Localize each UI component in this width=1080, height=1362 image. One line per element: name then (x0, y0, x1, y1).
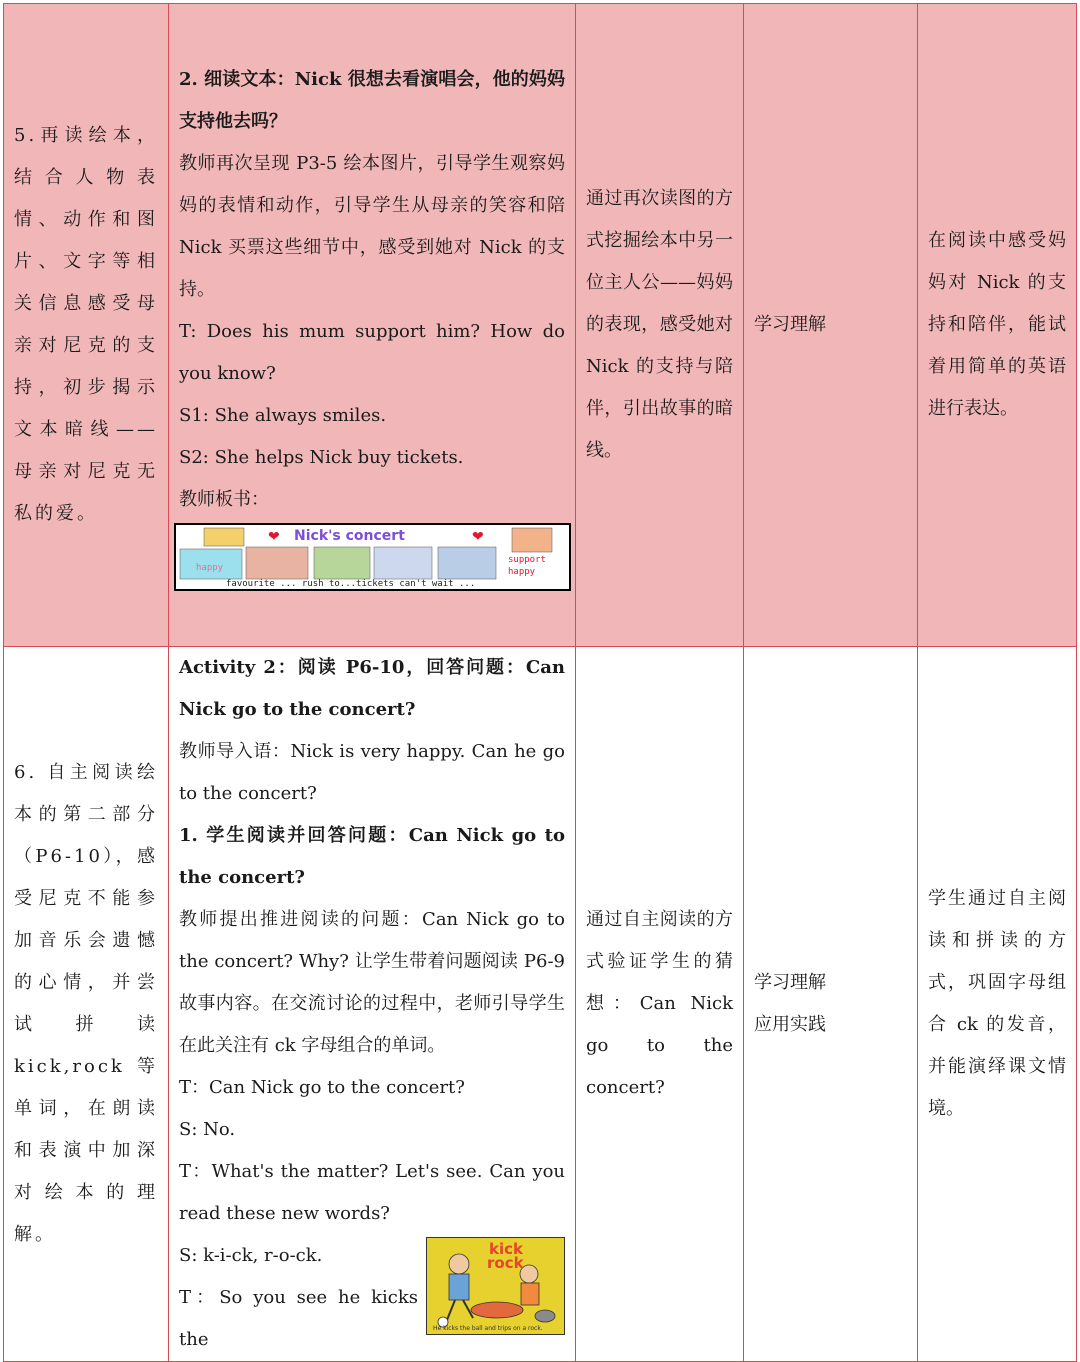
step-text: 5.再读绘本，结合人物表情、动作和图片、文字等相关信息感受母亲对尼克的支持，初步揭示文本暗线——母亲对尼克无私的爱。 (14, 125, 158, 524)
heart-icon: ❤ (472, 529, 484, 545)
blackboard-image (174, 523, 571, 591)
table-row-step-5 (4, 4, 1077, 647)
picture-word-rock: rock (487, 1254, 524, 1272)
board-bottom-words: favourite ... rush to...tickets can't wait ... (226, 579, 476, 589)
purpose-cell (576, 4, 744, 647)
heart-icon: ❤ (268, 529, 280, 545)
purpose-text: 通过再次读图的方式挖掘绘本中另一位主人公——妈妈的表现，感受她对 Nick 的支持与陪伴，引出故事的暗线。 (586, 188, 733, 461)
board-word-happy: happy (196, 563, 224, 573)
board-label: 教师板书： (179, 489, 269, 510)
purpose-cell (576, 647, 744, 1362)
activity-cell (169, 4, 576, 647)
dialogue-teacher-1: T：Can Nick go to the concert? (179, 1077, 465, 1098)
activity-cell (169, 647, 576, 1362)
dialogue-teacher: T: Does his mum support him? How do you know? (179, 321, 565, 384)
step-cell (4, 647, 169, 1362)
picture-word-kick: kick (489, 1240, 523, 1258)
step-text: 6. 自主阅读绘本的第二部分（P6-10），感受尼克不能参加音乐会遗憾的心情，并尝试拼读 kick,rock 等单词，在朗读和表演中加深对绘本的理解。 (14, 762, 158, 1245)
activity-paragraph: 教师提出推进阅读的问题：Can Nick go to the concert? Why? 让学生带着问题阅读 P6-9 故事内容。在交流讨论的过程中，老师引导学生在此关注有 ck 字母组合的单词。 (179, 909, 565, 1056)
dialogue-student-1: S1: She always smiles. (179, 405, 387, 426)
goal-cell (918, 4, 1077, 647)
activity-paragraph: 教师再次呈现 P3-5 绘本图片，引导学生观察妈妈的表情和动作，引导学生从母亲的笑容和陪 Nick 买票这些细节中，感受到她对 Nick 的支持。 (179, 153, 565, 300)
kick-rock-picture (426, 1237, 565, 1335)
goal-cell (918, 647, 1077, 1362)
activity-heading: Activity 2：阅读 P6-10，回答问题：Can Nick go to the concert? (179, 657, 565, 720)
activity-type-1: 学习理解 (754, 972, 826, 993)
goal-text: 在阅读中感受妈妈对 Nick 的支持和陪伴，能试着用简单的英语进行表达。 (928, 230, 1066, 419)
activity-type-cell (744, 647, 918, 1362)
picture-caption: He kicks the ball and trips on a rock. (433, 1325, 543, 1332)
lesson-plan-table (3, 3, 1077, 1362)
board-word-support: support (508, 555, 546, 565)
activity-type: 学习理解 (754, 314, 826, 335)
activity-type-cell (744, 4, 918, 647)
purpose-text: 通过自主阅读的方式验证学生的猜想：Can Nick go to the concert? (586, 909, 733, 1098)
dialogue-student-2: S2: She helps Nick buy tickets. (179, 447, 464, 468)
activity-subheading: 1. 学生阅读并回答问题：Can Nick go to the concert? (179, 825, 565, 888)
table-row-step-6 (4, 647, 1077, 1362)
dialogue-student-2: S: k-i-ck, r-o-ck. (179, 1245, 323, 1266)
dialogue-student-1: S: No. (179, 1119, 236, 1140)
activity-type-2: 应用实践 (754, 1014, 826, 1035)
activity-heading: 2. 细读文本：Nick 很想去看演唱会，他的妈妈支持他去吗？ (179, 69, 565, 132)
board-word-happy-2: happy (508, 567, 536, 577)
dialogue-teacher-2: T：What's the matter? Let's see. Can you read these new words? (179, 1161, 565, 1224)
dialogue-teacher-3: T：So you see he kicks the (179, 1287, 418, 1350)
step-cell (4, 4, 169, 647)
activity-intro: 教师导入语：Nick is very happy. Can he go to the concert? (179, 741, 565, 804)
goal-text: 学生通过自主阅读和拼读的方式，巩固字母组合 ck 的发音，并能演绎课文情境。 (928, 888, 1066, 1119)
board-title: Nick's concert (294, 528, 405, 544)
